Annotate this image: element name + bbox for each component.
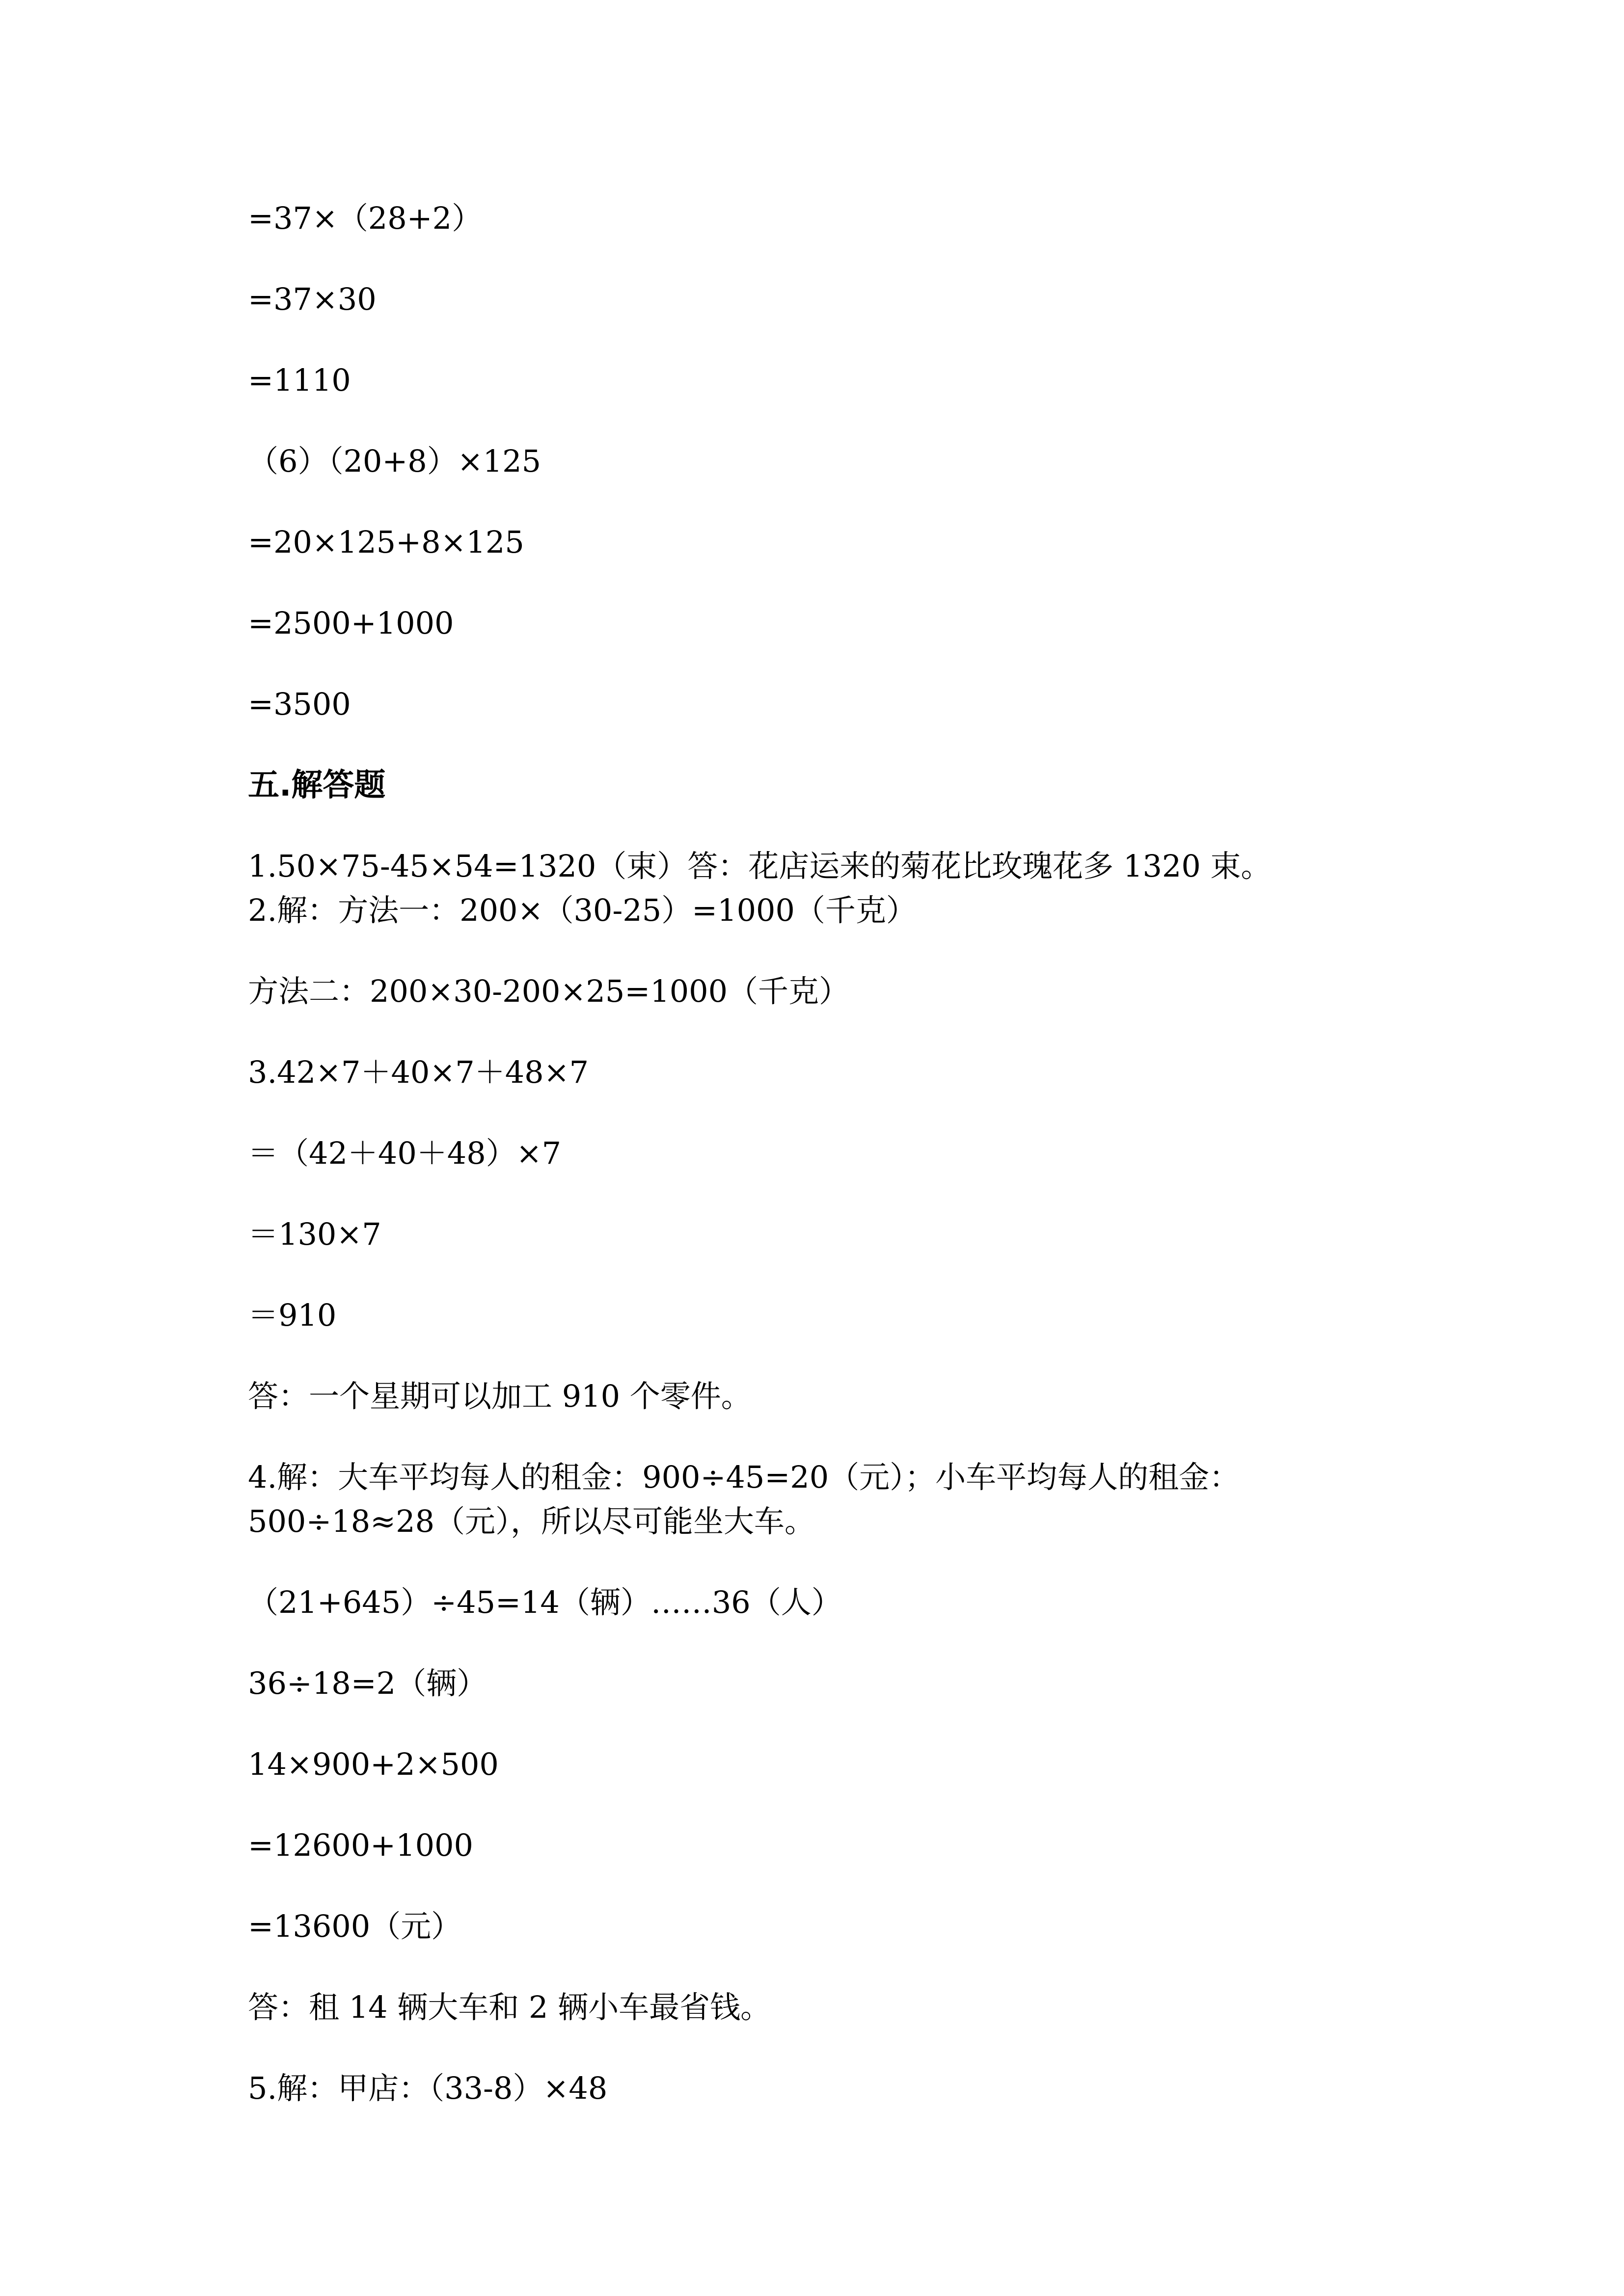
calc-line: =13600（元） xyxy=(248,1908,462,1944)
problem-label: （6）（20+8）×125 xyxy=(248,443,541,479)
calc-line: =20×125+8×125 xyxy=(248,524,524,560)
calc-line: 36÷18=2（辆） xyxy=(248,1665,487,1701)
calc-line: =37×30 xyxy=(248,281,377,317)
answer-line: 5.解：甲店：（33-8）×48 xyxy=(248,2070,608,2106)
answer-line: 1.50×75-45×54=1320（束）答：花店运来的菊花比玫瑰花多 1320 束。 xyxy=(248,848,1272,884)
answer-line: 4.解：大车平均每人的租金：900÷45=20（元）；小车平均每人的租金： xyxy=(248,1459,1240,1495)
calc-line: =12600+1000 xyxy=(248,1827,473,1863)
section-heading: 五.解答题 xyxy=(248,767,386,803)
answer-line: 3.42×7＋40×7＋48×7 xyxy=(248,1054,589,1090)
calc-line: ＝130×7 xyxy=(248,1216,381,1252)
calc-line: ＝910 xyxy=(248,1297,337,1333)
calc-line: ＝（42＋40＋48）×7 xyxy=(248,1135,562,1171)
answer-line: 方法二：200×30-200×25=1000（千克） xyxy=(248,973,850,1009)
calc-line: =1110 xyxy=(248,362,351,398)
answer-sentence: 答：租 14 辆大车和 2 辆小车最省钱。 xyxy=(248,1989,771,2025)
calc-line: （21+645）÷45=14（辆）……36（人） xyxy=(248,1584,842,1620)
calc-line: =3500 xyxy=(248,686,351,722)
answer-line: 2.解：方法一：200×（30-25）=1000（千克） xyxy=(248,892,917,928)
calc-line: =2500+1000 xyxy=(248,605,454,641)
calc-line: =37×（28+2） xyxy=(248,200,483,236)
answer-line: 500÷18≈28（元），所以尽可能坐大车。 xyxy=(248,1503,815,1539)
answer-sentence: 答：一个星期可以加工 910 个零件。 xyxy=(248,1378,752,1414)
calc-line: 14×900+2×500 xyxy=(248,1746,499,1782)
